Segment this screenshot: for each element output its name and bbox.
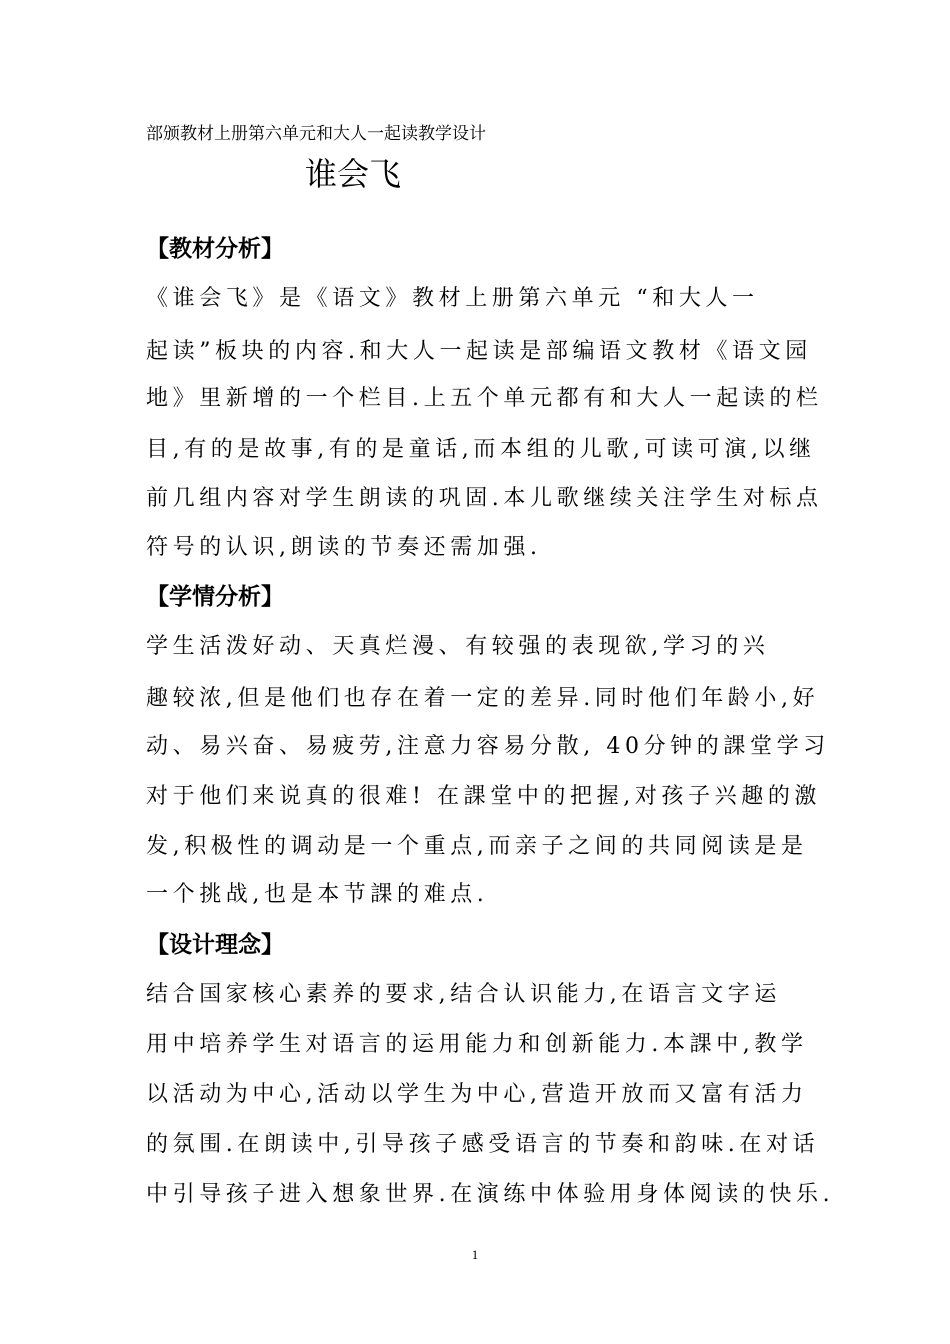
document-subtitle: 部颁教材上册第六单元和大人一起读教学设计 <box>146 124 486 144</box>
paragraph-line: 地》里新增的一个栏目.上五个单元都有和大人一起读的栏 <box>146 386 823 411</box>
paragraph-line: 结合国家核心素养的要求,结合认识能力,在语言文字运 <box>146 982 781 1007</box>
paragraph-line: 《谁会飞》是《语文》教材上册第六单元 “和大人一 <box>146 286 759 311</box>
paragraph-line: 的氛围.在朗读中,引导孩子感受语言的节奏和韵味.在对话 <box>146 1132 820 1157</box>
paragraph-line: 一个挑战,也是本节課的难点. <box>146 882 489 907</box>
paragraph-line: 目,有的是故事,有的是童话,而本组的儿歌,可读可演,以继 <box>146 437 816 462</box>
paragraph-line: 对于他们来说真的很难! 在課堂中的把握,对孩子兴趣的激 <box>146 784 822 809</box>
paragraph-line: 中引导孩子进入想象世界.在演练中体验用身体阅读的快乐. <box>146 1182 835 1207</box>
document-title: 谁会飞 <box>305 155 402 193</box>
section-heading-design-philosophy: 【设计理念】 <box>146 932 284 958</box>
paragraph-line: 起读”板块的内容.和大人一起读是部编语文教材《语文园 <box>146 339 812 364</box>
paragraph-line: 发,积极性的调动是一个重点,而亲子之间的共同阅读是是 <box>146 834 808 859</box>
paragraph-line: 动、易兴奋、易疲劳,注意力容易分散, 40分钟的課堂学习 <box>146 734 830 759</box>
paragraph-line: 前几组内容对学生朗读的巩固.本儿歌继续关注学生对标点 <box>146 486 823 511</box>
paragraph-line: 符号的认识,朗读的节奏还需加强. <box>146 535 542 560</box>
page-number: 1 <box>471 1247 479 1262</box>
paragraph-line: 以活动为中心,活动以学生为中心,营造开放而又富有活力 <box>146 1082 808 1107</box>
paragraph-line: 趣较浓,但是他们也存在着一定的差异.同时他们年龄小,好 <box>146 686 820 711</box>
paragraph-line: 用中培养学生对语言的运用能力和创新能力.本課中,教学 <box>146 1032 808 1057</box>
section-heading-student-analysis: 【学情分析】 <box>146 584 284 610</box>
section-heading-textbook-analysis: 【教材分析】 <box>146 236 284 262</box>
paragraph-line: 学生活泼好动、天真烂漫、有较强的表现欲,学习的兴 <box>146 634 770 659</box>
